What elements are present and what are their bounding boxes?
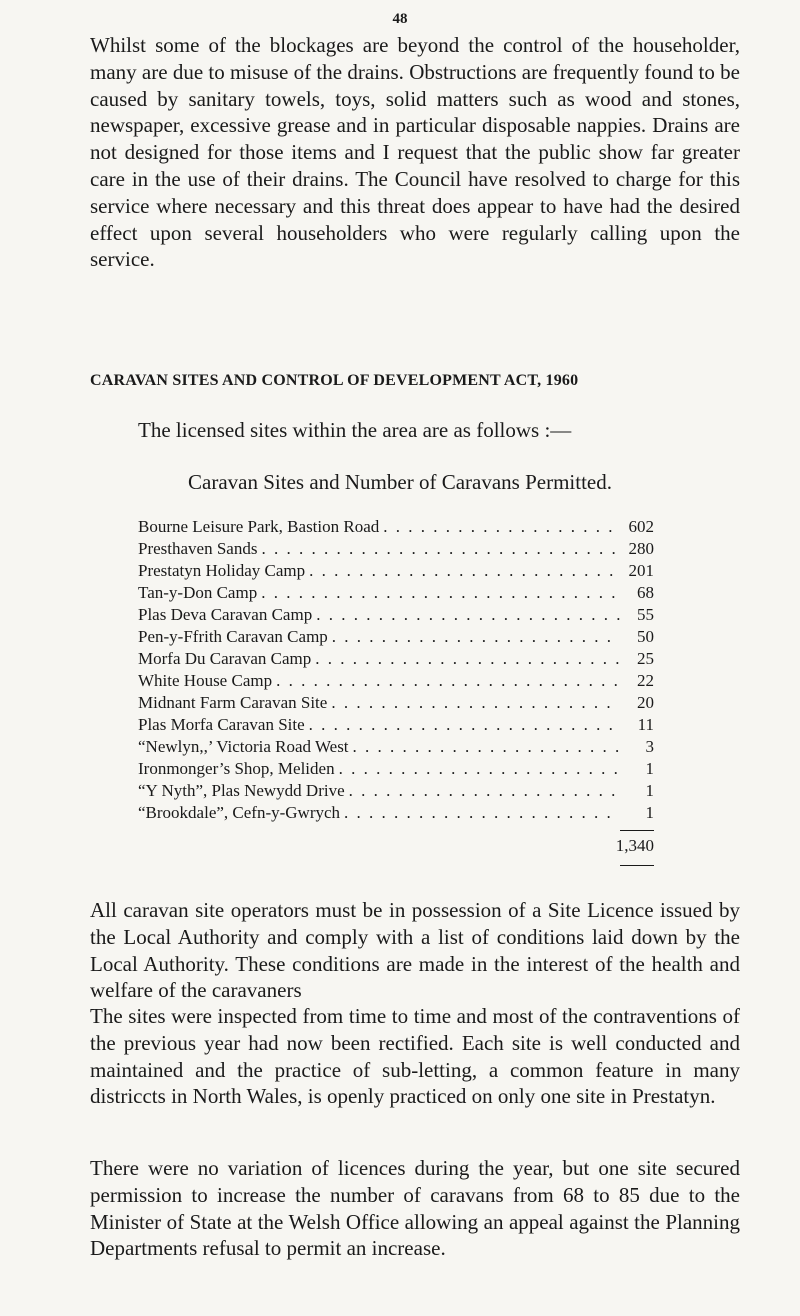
site-name: Tan-y-Don Camp: [138, 583, 258, 602]
site-name: Presthaven Sands: [138, 539, 258, 558]
dot-leader: [353, 736, 620, 758]
site-name: White House Camp: [138, 671, 273, 690]
dot-leader: [309, 560, 620, 582]
site-count: 22: [637, 671, 654, 690]
list-item: [138, 802, 654, 824]
inspection-paragraph: The sites were inspected from time to time and most of the contraventions of the previous year had now been rectified. Each site is well conducted and maintained and the practice of sub-letting, a common feature in many districcts in North Wales, is openly practiced on only one site in Prestatyn.: [90, 1004, 740, 1109]
list-item: [138, 648, 654, 670]
site-count: 1: [645, 803, 654, 822]
site-name: Ironmonger’s Shop, Meliden: [138, 759, 335, 778]
site-count: 602: [628, 517, 654, 536]
list-item: [138, 714, 654, 736]
dot-leader: [383, 516, 620, 538]
total-rule-top: [620, 830, 654, 831]
list-item: [138, 670, 654, 692]
table-title: Caravan Sites and Number of Caravans Permitted.: [188, 470, 612, 494]
site-name: Prestatyn Holiday Camp: [138, 561, 306, 580]
site-name: Pen-y-Ffrith Caravan Camp: [138, 627, 328, 646]
caravan-sites-list: [138, 516, 654, 824]
list-item: [138, 560, 654, 582]
site-count: 50: [637, 627, 654, 646]
site-name: Plas Morfa Caravan Site: [138, 715, 305, 734]
site-count: 3: [645, 737, 654, 756]
site-count: 11: [637, 715, 654, 734]
site-count: 25: [637, 649, 654, 668]
dot-leader: [331, 692, 620, 714]
site-name: “Brookdale”, Cefn-y-Gwrych: [138, 803, 341, 822]
intro-line: The licensed sites within the area are as follows :—: [138, 418, 572, 442]
dot-leader: [276, 670, 620, 692]
list-item: [138, 758, 654, 780]
dot-leader: [344, 802, 620, 824]
variation-paragraph: There were no variation of licences during the year, but one site secured permission to increase the number of caravans from 68 to 85 due to the Minister of State at the Welsh Office allowing an appeal against the Planning Departments refusal to permit an increase.: [90, 1156, 740, 1261]
licence-paragraph: All caravan site operators must be in possession of a Site Licence issued by the Local Authority and comply with a list of conditions laid down by the Local Authority. These conditions are made in the interest of the health and welfare of the caravaners: [90, 898, 740, 1003]
list-item: [138, 604, 654, 626]
site-count: 201: [628, 561, 654, 580]
site-count: 1: [645, 759, 654, 778]
site-count: 1: [645, 781, 654, 800]
site-name: “Y Nyth”, Plas Newydd Drive: [138, 781, 345, 800]
site-count: 55: [637, 605, 654, 624]
total-caravans: 1,340: [615, 836, 654, 855]
list-item: [138, 692, 654, 714]
list-item: [138, 538, 654, 560]
dot-leader: [332, 626, 620, 648]
dot-leader: [349, 780, 620, 802]
dot-leader: [261, 538, 620, 560]
site-count: 280: [628, 539, 654, 558]
site-name: Midnant Farm Caravan Site: [138, 693, 328, 712]
site-name: Bourne Leisure Park, Bastion Road: [138, 517, 380, 536]
drains-paragraph: Whilst some of the blockages are beyond the control of the householder, many are due to misuse of the drains. Obstructions are frequently found to be caused by sanitary towels, toys, solid matters such as wood and stones, newspaper, excessive grease and in particular disposable nappies. Drains are not designed for those items and I request that the public show far greater care in the use of their drains. The Council have resolved to charge for this service where necessary and this threat does appear to have had the desired effect upon several householders who were regularly calling upon the service.: [90, 33, 740, 272]
site-count: 68: [637, 583, 654, 602]
site-name: Plas Deva Caravan Camp: [138, 605, 313, 624]
list-item: [138, 780, 654, 802]
list-item: [138, 626, 654, 648]
section-heading: CARAVAN SITES AND CONTROL OF DEVELOPMENT ACT, 1960: [90, 372, 579, 389]
list-item: [138, 582, 654, 604]
list-item: [138, 736, 654, 758]
site-count: 20: [637, 693, 654, 712]
dot-leader: [339, 758, 620, 780]
dot-leader: [316, 604, 620, 626]
site-name: Morfa Du Caravan Camp: [138, 649, 312, 668]
page-number: 48: [392, 11, 408, 27]
list-item: [138, 516, 654, 538]
dot-leader: [261, 582, 620, 604]
total-rule-bottom: [620, 865, 654, 866]
dot-leader: [315, 648, 620, 670]
dot-leader: [309, 714, 620, 736]
site-name: “Newlyn,,’ Victoria Road West: [138, 737, 349, 756]
